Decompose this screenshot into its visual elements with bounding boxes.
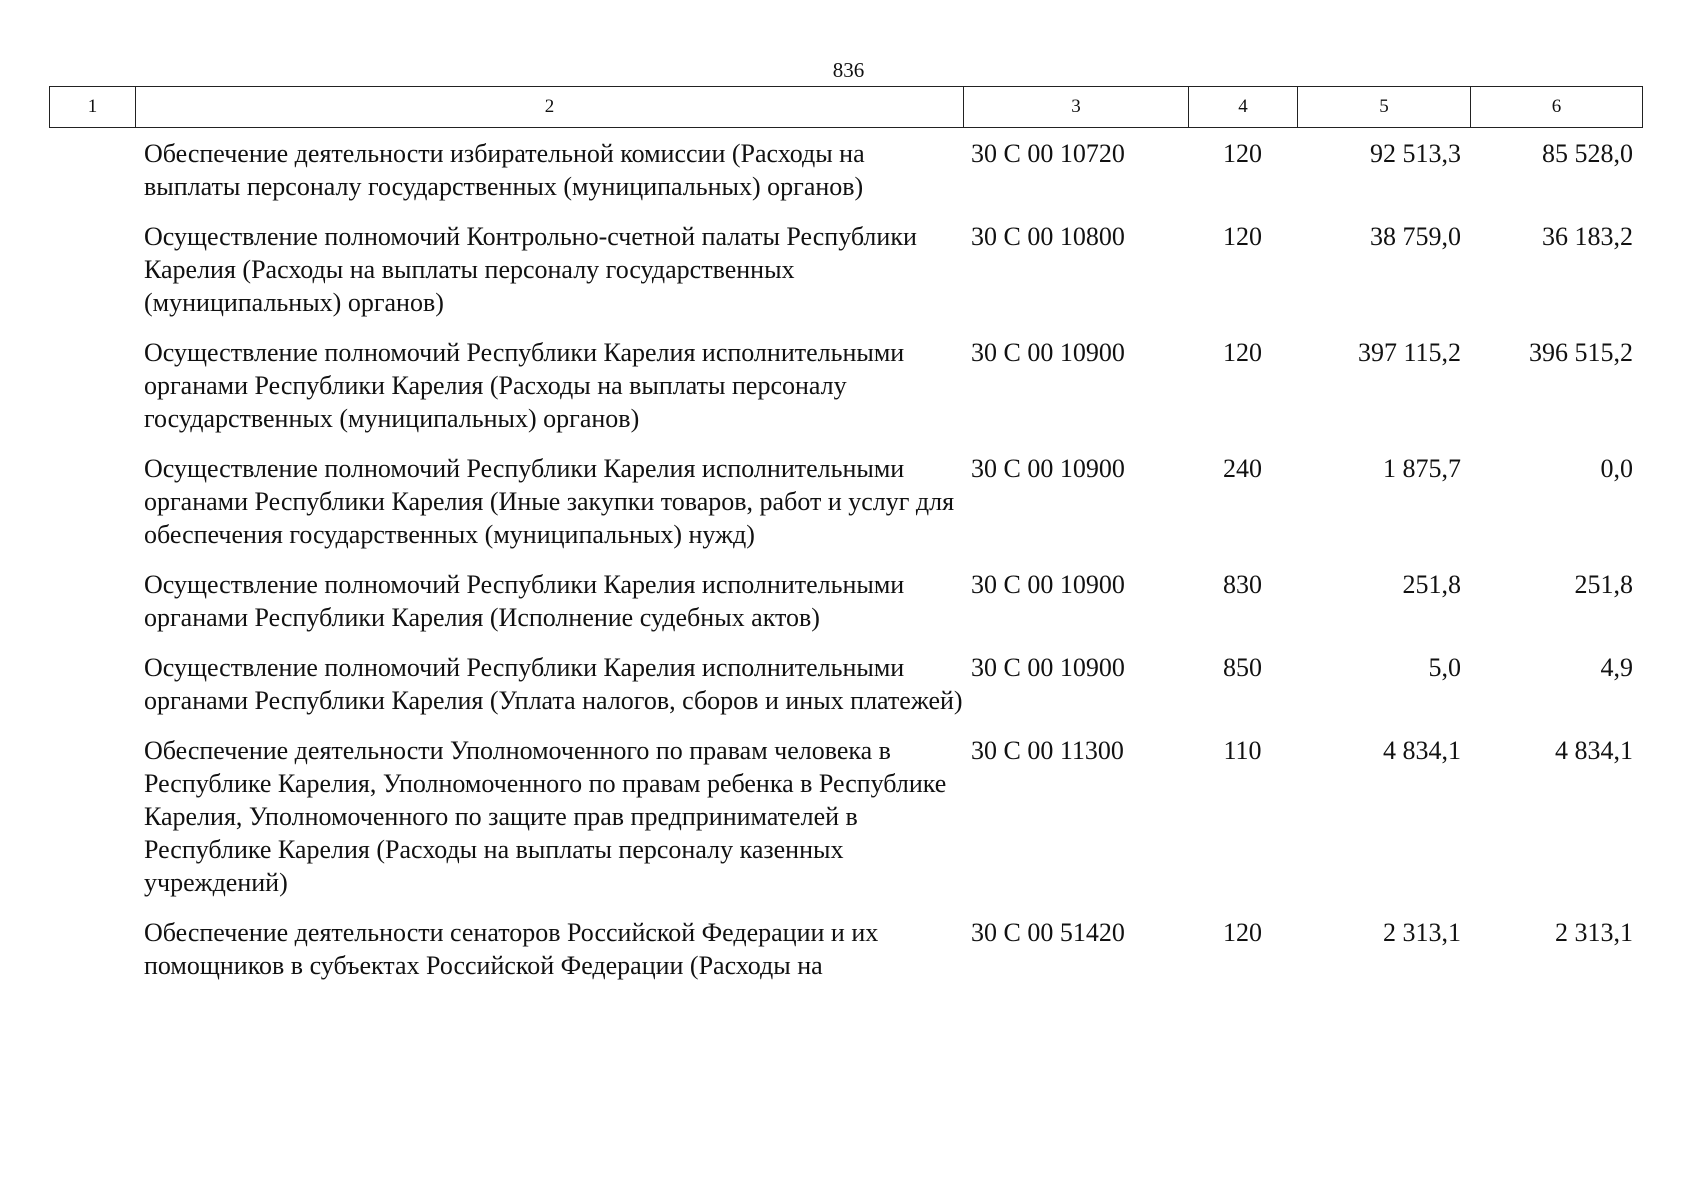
row-description: Обеспечение деятельности Уполномоченного по правам человека в Республике Карелия, Уполномоченного по правам ребенка в Республике Карелия, Уполномоченного по защите прав предпринимателей в Республике Карелия (Расходы на выплаты персоналу казенных учреждений)	[144, 736, 947, 897]
row-expense-type: 110	[1223, 736, 1262, 765]
row-amount-1: 38 759,0	[1370, 222, 1461, 251]
column-header-6: 6	[1471, 87, 1643, 128]
page-number: 836	[832, 58, 865, 82]
column-header-3: 3	[964, 87, 1189, 128]
row-amount-2: 0,0	[1600, 454, 1633, 483]
row-amount-1: 2 313,1	[1383, 918, 1461, 947]
row-amount-2: 2 313,1	[1555, 918, 1633, 947]
row-description: Осуществление полномочий Республики Карелия исполнительными органами Республики Карелия (Уплата налогов, сборов и иных платежей)	[144, 653, 963, 715]
row-amount-2: 4,9	[1600, 653, 1633, 682]
row-expense-type: 120	[1223, 918, 1262, 947]
row-expense-type: 120	[1223, 338, 1262, 367]
table-row	[49, 220, 1643, 319]
row-amount-1: 251,8	[1402, 570, 1461, 599]
row-description: Осуществление полномочий Республики Карелия исполнительными органами Республики Карелия (Расходы на выплаты персоналу государственных (муниципальных) органов)	[144, 338, 905, 433]
row-description: Обеспечение деятельности сенаторов Российской Федерации и их помощников в субъектах Российской Федерации (Расходы на	[144, 918, 879, 980]
column-header-1: 1	[50, 87, 136, 128]
row-expense-type: 830	[1223, 570, 1262, 599]
column-header-2: 2	[136, 87, 964, 128]
row-expense-type: 240	[1223, 454, 1262, 483]
table-row	[49, 568, 1643, 634]
table-row	[49, 336, 1643, 435]
row-amount-1: 397 115,2	[1357, 338, 1461, 367]
row-amount-1: 92 513,3	[1370, 139, 1461, 168]
row-description: Осуществление полномочий Республики Карелия исполнительными органами Республики Карелия (Иные закупки товаров, работ и услуг для обеспечения государственных (муниципальных) нужд)	[144, 454, 955, 549]
row-target-code: 30 С 00 10900	[971, 454, 1125, 483]
column-header-4: 4	[1189, 87, 1298, 128]
table-row	[49, 734, 1643, 899]
row-target-code: 30 С 00 10800	[971, 222, 1125, 251]
row-description: Обеспечение деятельности избирательной комиссии (Расходы на выплаты персоналу государственных (муниципальных) органов)	[144, 139, 865, 201]
row-amount-2: 251,8	[1574, 570, 1633, 599]
column-header-table	[49, 86, 1643, 128]
row-target-code: 30 С 00 10900	[971, 653, 1125, 682]
table-row	[49, 916, 1643, 982]
row-expense-type: 850	[1223, 653, 1262, 682]
row-expense-type: 120	[1223, 139, 1262, 168]
row-amount-1: 1 875,7	[1383, 454, 1461, 483]
table-row	[49, 452, 1643, 551]
row-target-code: 30 С 00 51420	[971, 918, 1125, 947]
row-amount-2: 4 834,1	[1555, 736, 1633, 765]
column-header-5: 5	[1298, 87, 1471, 128]
row-expense-type: 120	[1223, 222, 1262, 251]
row-amount-1: 5,0	[1428, 653, 1461, 682]
row-target-code: 30 С 00 11300	[971, 736, 1124, 765]
row-target-code: 30 С 00 10900	[971, 570, 1125, 599]
row-target-code: 30 С 00 10720	[971, 139, 1125, 168]
row-amount-2: 396 515,2	[1529, 338, 1633, 367]
row-amount-2: 85 528,0	[1542, 139, 1633, 168]
table-body	[49, 137, 1643, 999]
row-target-code: 30 С 00 10900	[971, 338, 1125, 367]
table-row	[49, 137, 1643, 203]
row-description: Осуществление полномочий Контрольно-счетной палаты Республики Карелия (Расходы на выплаты персоналу государственных (муниципальных) органов)	[144, 222, 917, 317]
table-row	[49, 651, 1643, 717]
row-amount-2: 36 183,2	[1542, 222, 1633, 251]
row-amount-1: 4 834,1	[1383, 736, 1461, 765]
row-description: Осуществление полномочий Республики Карелия исполнительными органами Республики Карелия (Исполнение судебных актов)	[144, 570, 905, 632]
column-header-row	[50, 87, 1643, 128]
